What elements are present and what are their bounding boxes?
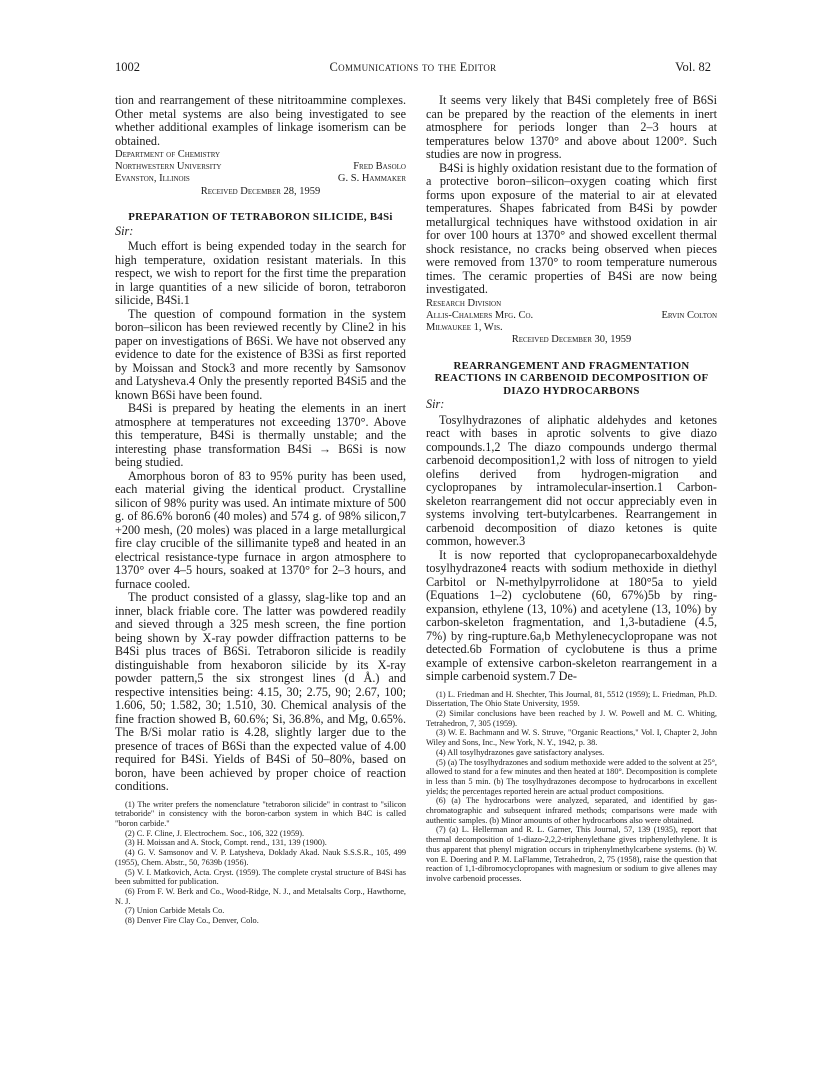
body-paragraph: B4Si is highly oxidation resistant due to the formation of a protective boron–silicon–oxygen coating which first forms upon exposure of the material to air at elevated temperatures. Shapes fabricated from B4Si by powder metallurgical techniques have withstood oxidation in air for over 100 hours at 1370° and showed excellent thermal shock resistance, no cracks being observed when pieces were removed from 1370° to room temperature numerous times. The ceramic properties of B4Si are now being investigated. (426, 160, 717, 296)
running-title: Communications to the Editor (329, 60, 497, 74)
continuation-paragraph: tion and rearrangement of these nitritoammine complexes. Other metal systems are also being investigated to see whether additional examples of linkage isomerism can be obtained. (115, 93, 406, 148)
article-title: REARRANGEMENT AND FRAGMENTATION REACTIONS IN CARBENOID DECOMPOSITION OF DIAZO HYDROCARBONS (434, 359, 709, 397)
body-paragraph: The question of compound formation in the system boron–silicon has been reviewed recently by Cline2 in his paper on investigations of B6Si. We have not observed any evidence to date for the existence of B3Si as first reported by Moissan and Stock3 and more recently by Samsonov and Latysheva.4 Only the presently reported B4Si5 and the known B6Si have been found. (115, 306, 406, 402)
footnotes (115, 800, 406, 926)
affiliation-city: Milwaukee 1, Wis. (426, 321, 503, 333)
footnote: (7) Union Carbide Metals Co. (125, 906, 225, 916)
volume-label: Vol. 82 (675, 60, 711, 74)
affiliation-block (426, 298, 717, 335)
body-paragraph: The product consisted of a glassy, slag-like top and an inner, black friable core. The latter was powdered readily and sieved through a 325 mesh screen, the fine portion being shown by X-ray powder diffraction patterns to be B4Si plus traces of B6Si. Tetraboron silicide is readily distinguishable from hexaboron silicide by its X-ray powder pattern,5 the six strongest lines (d Å.) and respective intensities being: 4.15, 30; 2.75, 90; 2.67, 100; 1.606, 50; 1.582, 30; 1.510, 30. Chemical analysis of the fine fraction showed B, 60.6%; Si, 36.8%, and Mg, 0.65%. The B/Si molar ratio is 4.28, slightly larger due to the presence of traces of B6Si than the expected value of 4.00 required for B4Si. Yields of B4Si of 50–80%, based on boron, have been achieved by proper choice of reaction conditions. (115, 590, 406, 794)
footnote: (2) C. F. Cline, J. Electrochem. Soc., 106, 322 (1959). (125, 828, 305, 838)
footnotes (426, 690, 717, 884)
affiliation-row (426, 322, 717, 334)
footnote: (2) Similar conclusions have been reached by J. W. Powell and M. C. Whiting, Tetrahedron, 7, 305 (1959). (426, 709, 717, 728)
affiliation-row (426, 310, 717, 322)
affiliation-block (115, 149, 406, 186)
author-name: Fred Basolo (353, 161, 406, 173)
affiliation-department: Department of Chemistry (115, 149, 221, 160)
article-title: PREPARATION OF TETRABORON SILICIDE, B4Si (128, 211, 393, 224)
footnote: (3) H. Moissan and A. Stock, Compt. rend., 131, 139 (1900). (125, 838, 327, 848)
footnote: (5) (a) The tosylhydrazones and sodium methoxide were added to the solvent at 25°, allowed to stand for a few minutes and then heated at 180°. Decomposition is complete in less than 5 min. (b) The tosylhydrazones decompose to hydrocarbons in excellent yields; the percentages reported herein are actual product compositions. (426, 757, 717, 796)
body-paragraph: It is now reported that cyclopropanecarboxaldehyde tosylhydrazone4 reacts with sodium methoxide in diethyl Carbitol or N-methylpyrrolidone at 180°5a to yield (Equations 1–2) cyclobutene (60, 67%)5b by ring-expansion, ethylene (13, 10%) and acetylene (13, 10%) by carbon-skeleton fragmentation, and 1,3-butadiene (4.5, 7%) by ring-rupture.6a,b Methylenecyclopropane was not detected.6b Formation of cyclobutene is thus a prime example of extensive carbon-skeleton rearrangement in a simple carbenoid system.7 De- (426, 547, 717, 684)
affiliation-institution: Northwestern University (115, 161, 222, 173)
affiliation-row (115, 161, 406, 173)
footnote: (4) G. V. Samsonov and V. P. Latysheva, Doklady Akad. Nauk S.S.S.R., 105, 499 (1955), Chem. Abstr., 50, 7639b (1956). (115, 848, 406, 867)
footnote: (6) From F. W. Berk and Co., Wood-Ridge, N. J., and Metalsalts Corp., Hawthorne, N. J. (115, 886, 406, 906)
received-date: Received December 30, 1959 (511, 334, 632, 346)
footnote: (3) W. E. Bachmann and W. S. Struve, "Organic Reactions," Vol. I, Chapter 2, John Wiley and Sons, Inc., New York, N. Y., 1942, p. 38. (426, 728, 717, 748)
footnote: (6) (a) The hydrocarbons were analyzed, separated, and identified by gas-chromatographic and subsequent infrared methods; comparisons were made with authentic samples. (b) Minor amounts of other hydrocarbons also were obtained. (426, 796, 717, 825)
footnote: (1) The writer prefers the nomenclature "tetraboron silicide" in contrast to "silicon tetraboride" in consistency with the boron-carbon system in which B4C is called "boron carbide." (115, 799, 406, 829)
affiliation-city: Evanston, Illinois (115, 173, 190, 185)
footnote: (8) Denver Fire Clay Co., Denver, Colo. (125, 916, 259, 926)
affiliation-row (115, 173, 406, 185)
page-number: 1002 (115, 60, 140, 74)
salutation: Sir: (426, 397, 445, 412)
author-name: Ervin Colton (661, 309, 717, 321)
left-column (115, 94, 406, 926)
body-paragraph: B4Si is prepared by heating the elements in an inert atmosphere at temperatures not exceeding 1370°. Above this temperature, B4Si is thermally unstable; and the interesting phase transformation B4Si → B6Si is now being studied. (115, 401, 406, 470)
right-column (426, 94, 717, 884)
footnote: (5) V. I. Matkovich, Acta. Cryst. (1959). The complete crystal structure of B4Si has been submitted for publication. (115, 867, 406, 887)
body-paragraph: It seems very likely that B4Si completely free of B6Si can be prepared by the reaction of the elements in inert atmosphere for periods longer than 2–3 hours at temperatures below 1370° and above about 1200°. Such studies are now in progress. (426, 93, 717, 161)
body-paragraph: Amorphous boron of 83 to 95% purity has been used, each material giving the identical product. Crystalline silicon of 98% purity was used. An intimate mixture of 500 g. of 86.6% boron6 (40 moles) and 574 g. of 98% silicon,7 +200 mesh, (20 moles) was placed in a large metallurgical fire clay crucible of the sillimanite type8 and heated in an electrical resistance-type furnace in argon atmosphere to 1370° over 4–5 hours, soaked at 1370° for 2–3 hours, and furnace cooled. (115, 468, 406, 591)
affiliation-institution: Allis-Chalmers Mfg. Co. (426, 309, 534, 321)
body-paragraph: Tosylhydrazones of aliphatic aldehydes and ketones react with bases in aprotic solvents to give diazo compounds.1,2 The diazo compounds undergo thermal carbenoid decomposition1,2 with loss of nitrogen to yield olefins derived from hydrogen-migration and cyclopropanes by intramolecular-insertion.1 Carbon-skeleton rearrangement did not occur appreciably even in systems involving tert-butylcarbenes. Rearrangement in carbenoid decomposition of diazo ketones is quite common, however.3 (426, 412, 717, 549)
body-paragraph: Much effort is being expended today in the search for high temperature, oxidation resistant materials. In this respect, we wish to report for the first time the preparation in large quantities of a new silicide of boron, tetraboron silicide, B4Si.1 (115, 239, 406, 308)
footnote: (7) (a) L. Hellerman and R. L. Garner, This Journal, 57, 139 (1935), report that thermal decomposition of 1-diazo-2,2,2-triphenylethane gives triphenylethylene. It is thus apparent that phenyl migration occurs in triphenylmethylcarbene systems. (b) W. von E. Doering and P. M. LaFlamme, Tetrahedron, 2, 75 (1958), raise the question that reaction of 1,1-dibromocyclopropanes with magnesium or sodium to give allenes may involve carbenoid processes. (426, 825, 717, 883)
salutation: Sir: (115, 223, 134, 238)
author-name: G. S. Hammaker (337, 173, 406, 185)
running-head (115, 60, 711, 76)
affiliation-department: Research Division (426, 297, 502, 309)
footnote: (4) All tosylhydrazones gave satisfactory analyses. (436, 747, 605, 757)
footnote: (1) L. Friedman and H. Shechter, This Journal, 81, 5512 (1959); L. Friedman, Ph.D. Dissertation, The Ohio State University, 1959. (426, 689, 717, 709)
received-date: Received December 28, 1959 (200, 185, 321, 197)
